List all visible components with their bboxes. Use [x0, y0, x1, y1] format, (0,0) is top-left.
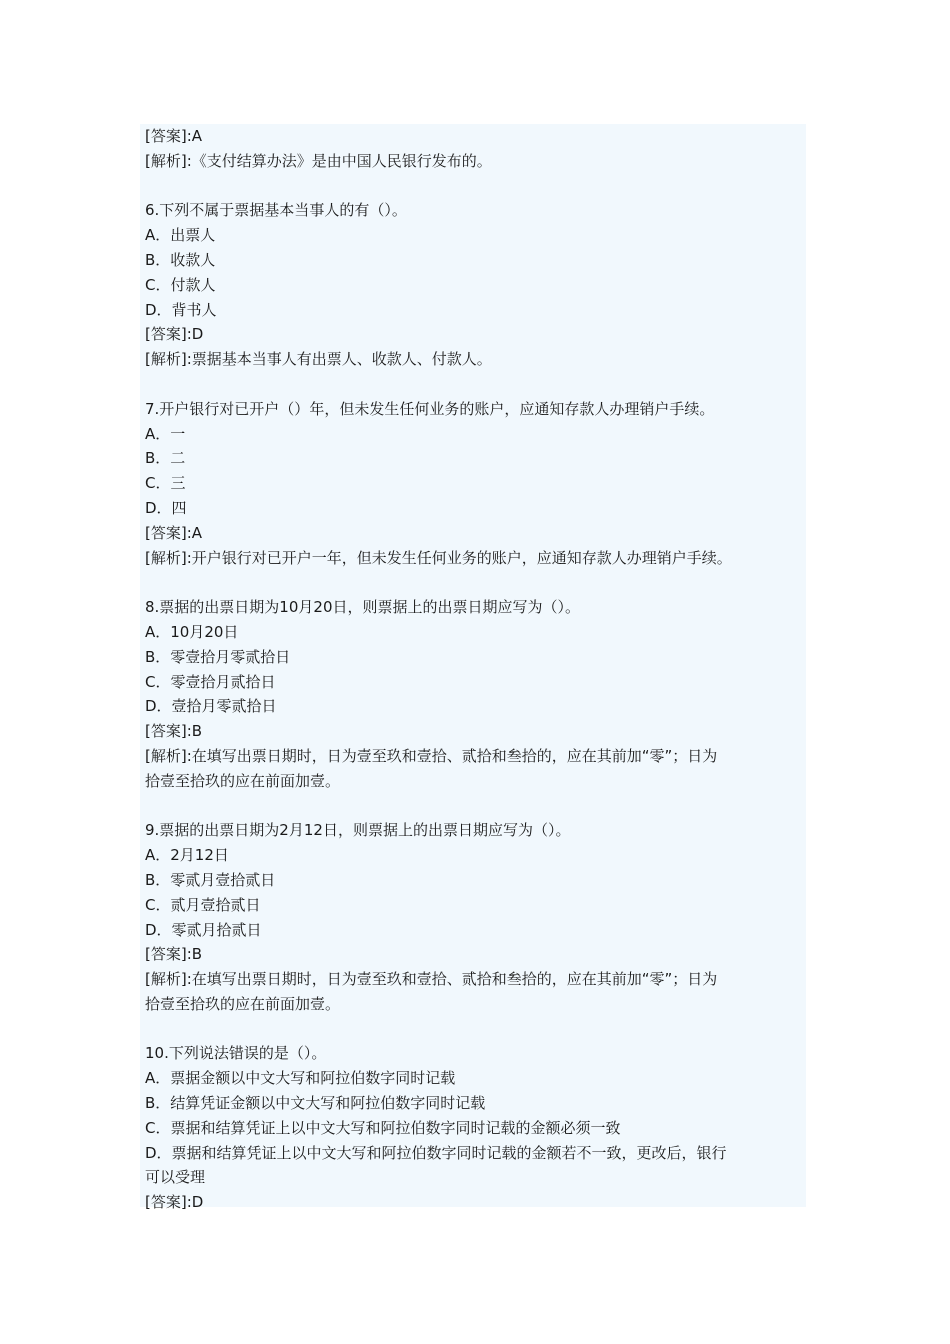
document-page	[140, 124, 806, 1212]
option-a: A．票据金额以中文大写和阿拉伯数字同时记载	[145, 1069, 456, 1088]
answer: [答案]:B	[145, 945, 203, 964]
option-c: C．零壹拾月贰拾日	[145, 672, 276, 691]
question-text: 6.下列不属于票据基本当事人的有（）。	[145, 201, 407, 220]
option-d: D．背书人	[145, 300, 217, 319]
explanation: [解析]:票据基本当事人有出票人、收款人、付款人。	[145, 350, 492, 369]
option-b: B．收款人	[145, 250, 216, 269]
answer: [答案]:D	[145, 325, 204, 344]
answer: [答案]:D	[145, 1193, 204, 1212]
answer: [答案]:B	[145, 722, 203, 741]
explanation-line-1: [解析]:在填写出票日期时，日为壹至玖和壹拾、贰拾和叁拾的，应在其前加“零”；日为	[145, 746, 718, 765]
option-a: A．10月20日	[145, 622, 239, 641]
question-text: 7.开户银行对已开户（）年，但未发生任何业务的账户，应通知存款人办理销户手续。	[145, 399, 715, 418]
question-7	[145, 397, 806, 571]
question-6	[145, 198, 806, 372]
option-a: A．一	[145, 424, 186, 443]
explanation-line-2: 拾壹至拾玖的应在前面加壹。	[145, 771, 341, 790]
option-a: A．出票人	[145, 226, 216, 245]
option-d: D．四	[145, 498, 187, 517]
question-text: 8.票据的出票日期为10月20日，则票据上的出票日期应写为（）。	[145, 598, 580, 617]
option-d: D．壹拾月零贰拾日	[145, 697, 277, 716]
explanation-line-2: 拾壹至拾玖的应在前面加壹。	[145, 994, 341, 1013]
question-10	[145, 1041, 806, 1215]
option-d: D．零贰月拾贰日	[145, 920, 262, 939]
question-text: 10.下列说法错误的是（）。	[145, 1044, 327, 1063]
option-b: B．零贰月壹拾贰日	[145, 870, 276, 889]
option-d-continued: 可以受理	[145, 1168, 206, 1187]
option-b: B．零壹拾月零贰拾日	[145, 647, 291, 666]
option-d: D．票据和结算凭证上以中文大写和阿拉伯数字同时记载的金额若不一致，更改后，银行	[145, 1143, 727, 1162]
answer: [答案]:A	[145, 523, 203, 542]
question-9	[145, 818, 806, 1016]
option-c: C．三	[145, 474, 186, 493]
option-a: A．2月12日	[145, 846, 229, 865]
prev-answer: [答案]:A	[145, 127, 203, 145]
prev-explanation: [解析]:《支付结算办法》是由中国人民银行发布的。	[145, 151, 492, 170]
explanation: [解析]:开户银行对已开户一年，但未发生任何业务的账户，应通知存款人办理销户手续。	[145, 548, 732, 567]
option-c: C．贰月壹拾贰日	[145, 895, 261, 914]
question-8	[145, 595, 806, 793]
option-b: B．结算凭证金额以中文大写和阿拉伯数字同时记载	[145, 1094, 486, 1113]
explanation-line-1: [解析]:在填写出票日期时，日为壹至玖和壹拾、贰拾和叁拾的，应在其前加“零”；日为	[145, 970, 718, 989]
option-c: C．付款人	[145, 275, 216, 294]
option-b: B．二	[145, 449, 186, 468]
option-c: C．票据和结算凭证上以中文大写和阿拉伯数字同时记载的金额必须一致	[145, 1118, 621, 1137]
question-text: 9.票据的出票日期为2月12日，则票据上的出票日期应写为（）。	[145, 821, 571, 840]
